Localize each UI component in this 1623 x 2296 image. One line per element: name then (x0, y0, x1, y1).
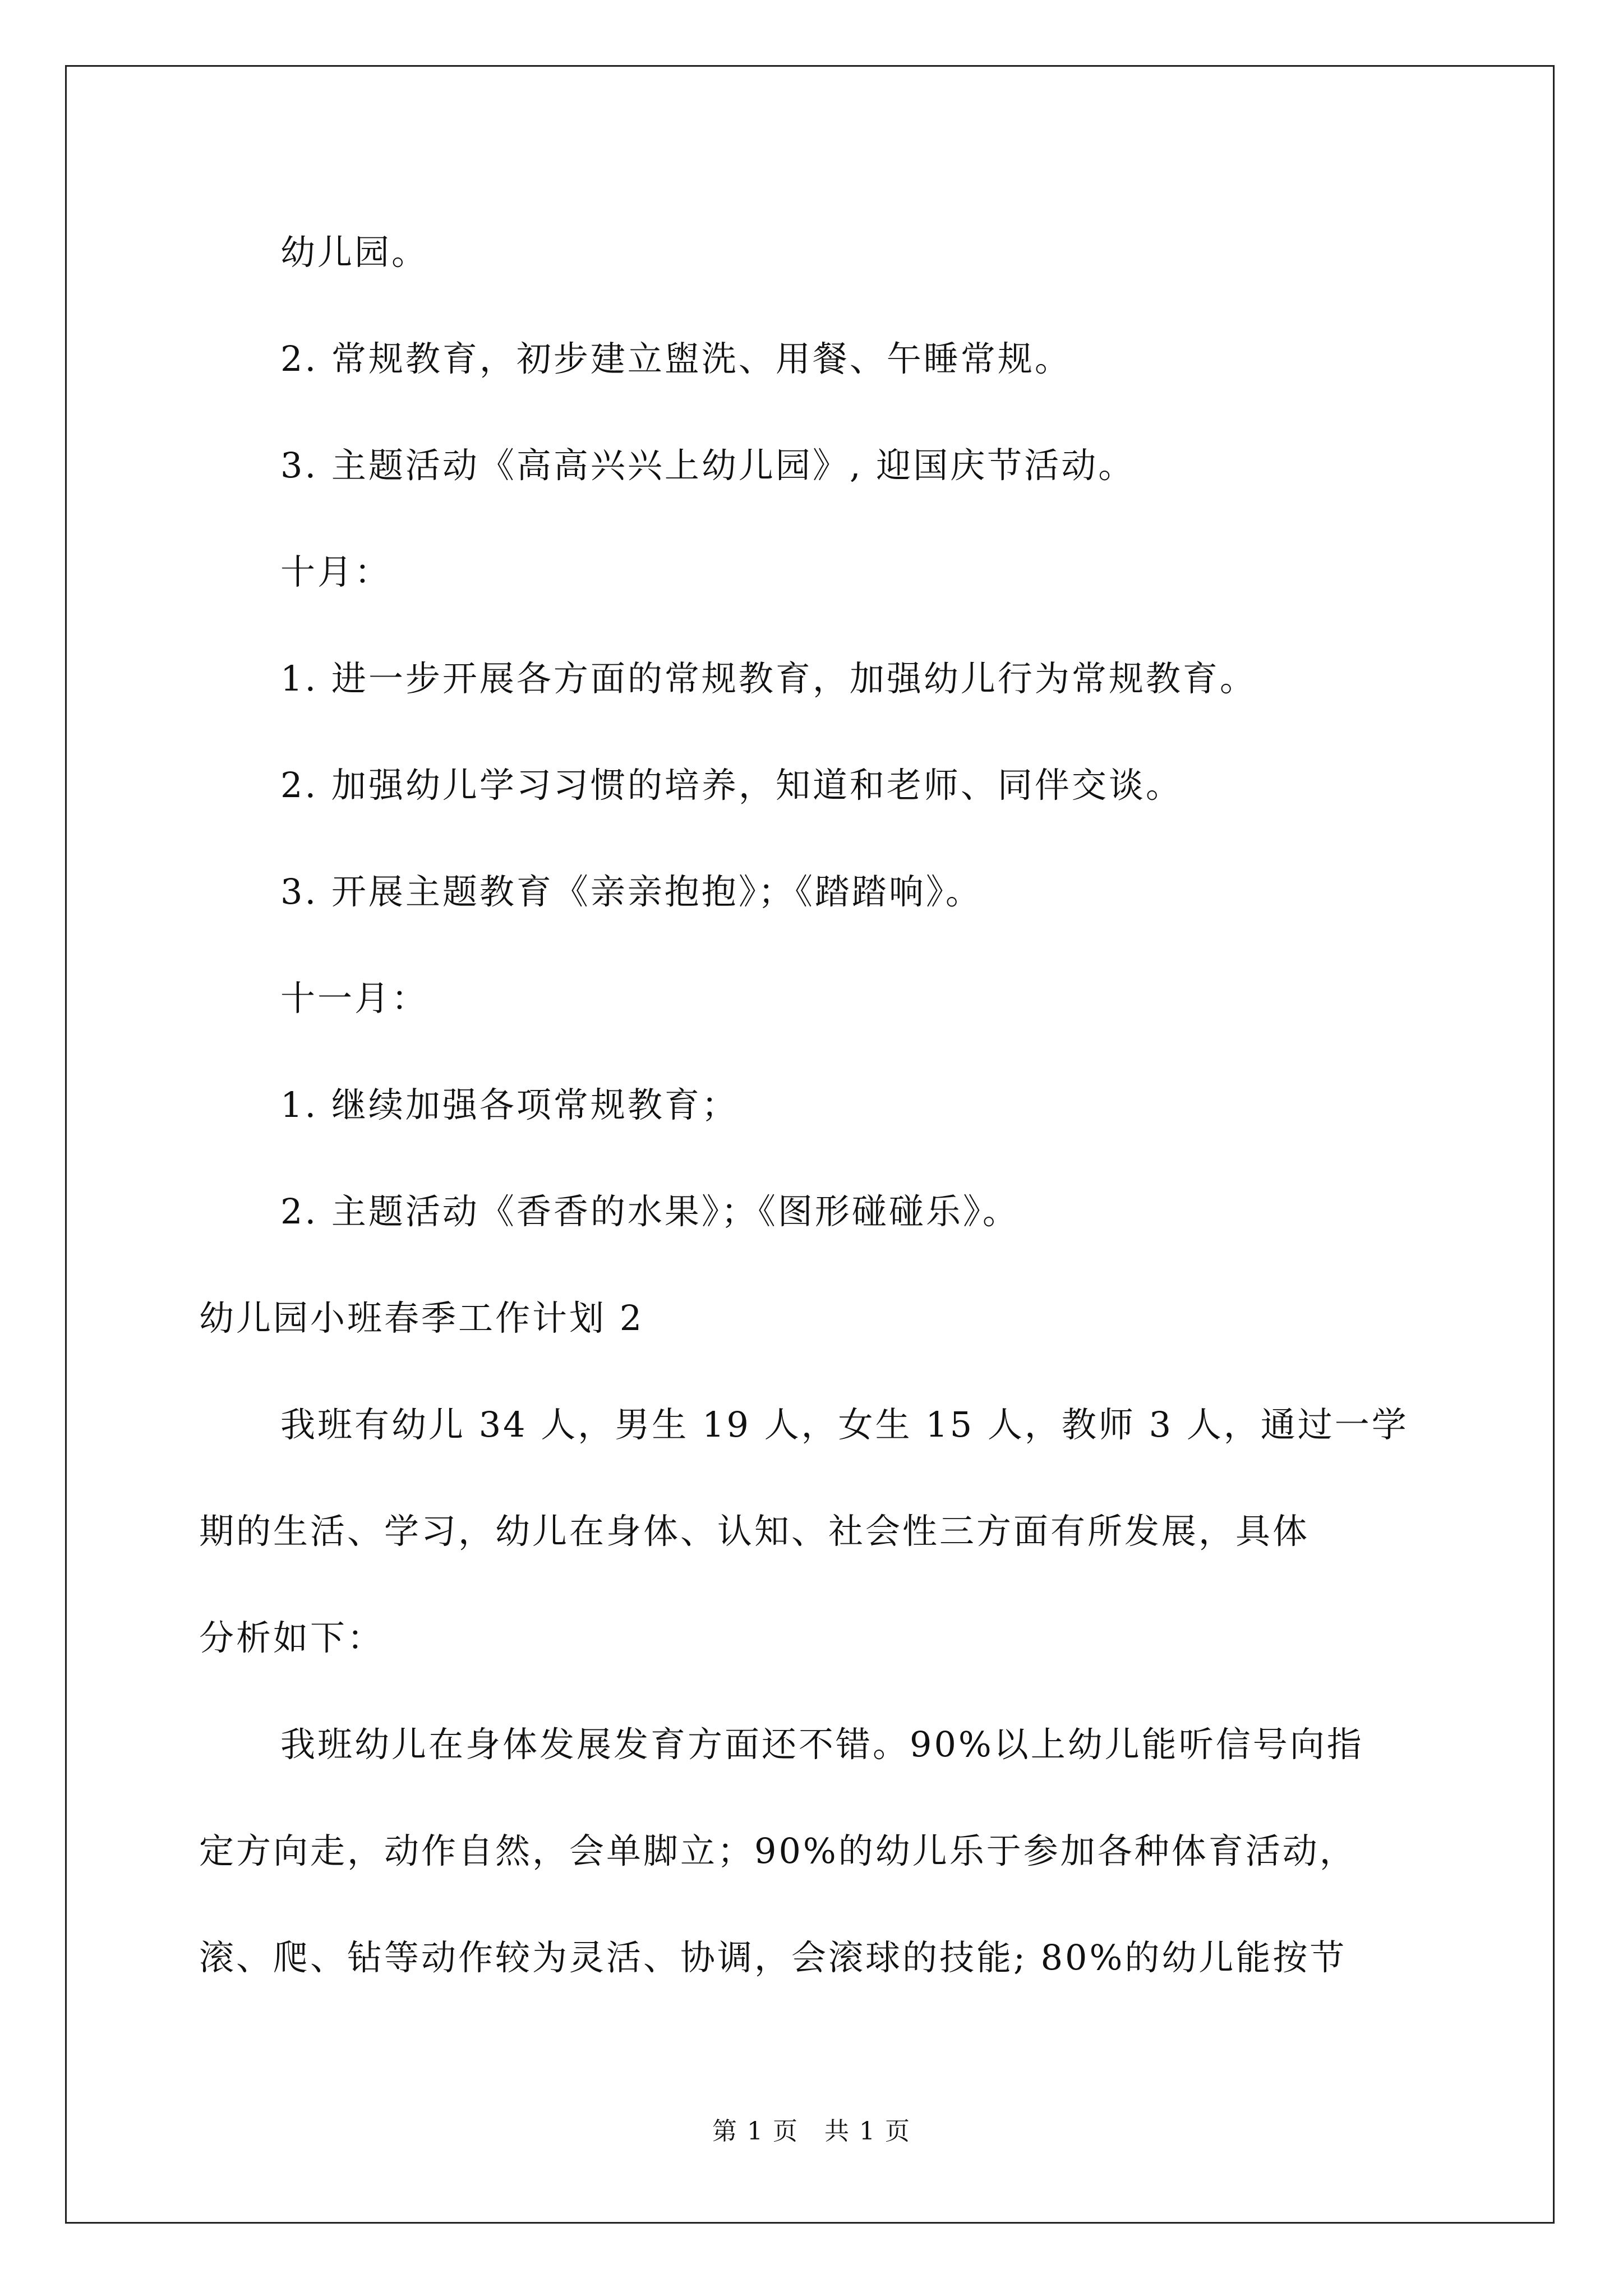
list-item: 2. 主题活动《香香的水果》；《图形碰碰乐》。 (280, 1191, 1020, 1232)
list-item: 2. 加强幼儿学习习惯的培养，知道和老师、同伴交谈。 (280, 765, 1183, 806)
page-border (65, 65, 1555, 2224)
paragraph-line: 我班幼儿在身体发展发育方面还不错。90%以上幼儿能听信号向指 (280, 1724, 1364, 1765)
list-item: 1. 继续加强各项常规教育； (280, 1084, 739, 1125)
paragraph-line: 幼儿园。 (280, 232, 429, 273)
paragraph-line: 定方向走，动作自然，会单脚立；90%的幼儿乐于参加各种体育活动， (199, 1830, 1357, 1871)
paragraph-line: 滚、爬、钻等动作较为灵活、协调，会滚球的技能; 80%的幼儿能按节 (199, 1937, 1347, 1978)
month-heading: 十一月： (280, 978, 429, 1019)
paragraph-line: 分析如下： (199, 1617, 385, 1658)
paragraph-line: 期的生活、学习，幼儿在身体、认知、社会性三方面有所发展，具体 (199, 1511, 1310, 1552)
list-item: 2. 常规教育，初步建立盥洗、用餐、午睡常规。 (280, 338, 1072, 379)
month-heading: 十月： (280, 551, 392, 592)
page-footer: 第 1 页 共 1 页 (712, 2117, 911, 2146)
list-item: 3. 主题活动《高高兴兴上幼儿园》, 迎国庆节活动。 (280, 445, 1136, 486)
paragraph-line: 我班有幼儿 34 人，男生 19 人，女生 15 人，教师 3 人，通过一学 (280, 1404, 1409, 1445)
list-item: 1. 进一步开展各方面的常规教育，加强幼儿行为常规教育。 (280, 658, 1257, 699)
list-item: 3. 开展主题教育《亲亲抱抱》；《踏踏响》。 (280, 871, 983, 912)
section-title: 幼儿园小班春季工作计划 2 (199, 1297, 644, 1338)
